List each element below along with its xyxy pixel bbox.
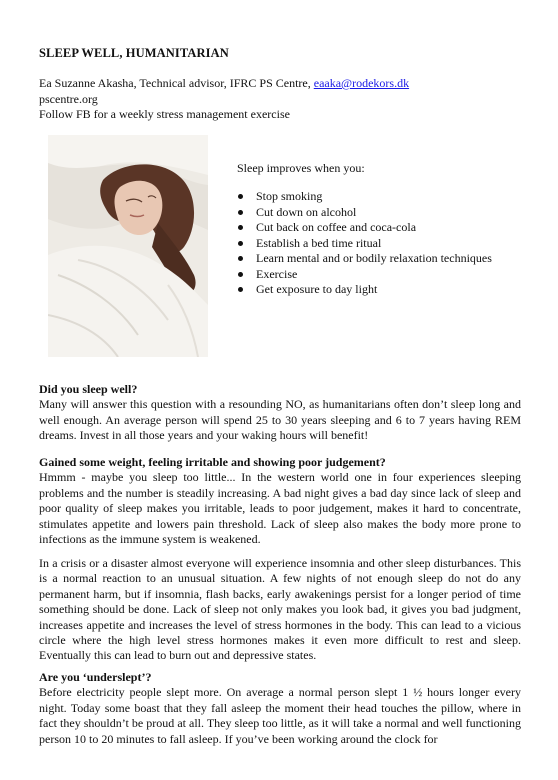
- sleeping-woman-photo: [48, 135, 208, 357]
- sleep-tips-list: [237, 189, 492, 298]
- section-gained-weight: [39, 455, 521, 547]
- list-item: Learn mental and or bodily relaxation techniques: [237, 251, 492, 267]
- list-item: Cut down on alcohol: [237, 205, 492, 221]
- list-item: Stop smoking: [237, 189, 492, 205]
- section-body: In a crisis or a disaster almost everyone will experience insomnia and other sleep disturbances. This is a normal reaction to an unusual situation. A few nights of not enough sleep do not do any permanent harm, but if insomnia, flash backs, early awakenings persist for a longer period of time something should be done. Lack of sleep not only makes you look bad, it gives you bad judgment, increases appetite and increases the level of stress hormones in the body. This can lead to a vicious circle where the high level stress hormones makes it even more difficult to rest and sleep. Eventually this can lead to burn out and depressive states.: [39, 556, 521, 663]
- section-heading: Did you sleep well?: [39, 382, 138, 396]
- list-item: Exercise: [237, 267, 492, 283]
- list-item: Establish a bed time ritual: [237, 236, 492, 252]
- section-body: Hmmm - maybe you sleep too little... In the western world one in four experiences sleeping problems and the number is steadily increasing. A bad night gives a bad day since lack of sleep and poor quality of sleep makes you irritable, leads to poor judgement, makes it hard to concentrate, stimulates appetite and lowers pain threshold. Lack of sleep also makes the body more prone to infections as the immune system is weakened.: [39, 470, 521, 547]
- section-did-you-sleep-well: [39, 382, 521, 444]
- list-item: Cut back on coffee and coca-cola: [237, 220, 492, 236]
- email-link[interactable]: eaaka@rodekors.dk: [313, 76, 410, 90]
- sleep-tips-intro: Sleep improves when you:: [237, 161, 365, 175]
- author-block: [39, 76, 409, 123]
- sleep-tips-box: [237, 161, 492, 298]
- section-underslept: [39, 670, 521, 747]
- section-body: Many will answer this question with a resounding NO, as humanitarians often don’t sleep long and well enough. An average person will spend 25 to 30 years sleeping and 6 to 7 years having REM dreams. Invest in all those years and your waking hours will benefit!: [39, 397, 521, 443]
- list-item: Get exposure to day light: [237, 282, 492, 298]
- document-title: SLEEP WELL, HUMANITARIAN: [39, 46, 229, 60]
- author-text: Ea Suzanne Akasha, Technical advisor, IFRC PS Centre,: [39, 76, 314, 90]
- section-heading: Are you ‘underslept’?: [39, 670, 152, 684]
- author-line: [39, 76, 409, 92]
- section-heading: Gained some weight, feeling irritable and showing poor judgement?: [39, 455, 386, 469]
- section-crisis-insomnia: [39, 556, 521, 664]
- follow-text: Follow FB for a weekly stress management exercise: [39, 107, 290, 121]
- website-text: pscentre.org: [39, 91, 98, 106]
- section-body: Before electricity people slept more. On average a normal person slept 1 ½ hours longer every night. Today some boast that they fall asleep the moment their head touches the pillow, where in fact they shouldn’t be proud at all. They sleep too little, as it will take a normal and well functioning person 10 to 20 minutes to fall asleep. If you’ve been working around the clock for: [39, 685, 521, 746]
